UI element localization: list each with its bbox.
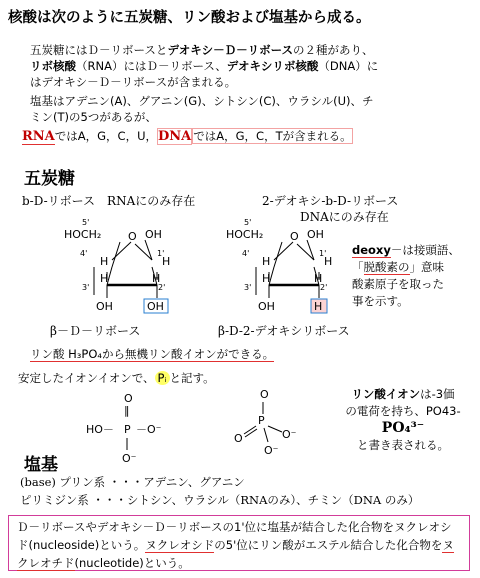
pos-5: 5'	[244, 218, 252, 227]
p-label: P	[258, 414, 265, 427]
h-label: H	[262, 255, 271, 268]
stable-text: と記す。	[169, 371, 215, 385]
ring-oxygen: O	[290, 230, 299, 243]
intro-line-2	[30, 58, 378, 74]
intro-text: の２種があり、	[293, 43, 374, 57]
note-text: と書き表される。	[357, 438, 449, 452]
po4-formula: PO₄³⁻	[381, 420, 425, 436]
h-label: H	[324, 255, 333, 268]
h-label: H	[314, 272, 323, 285]
oh-label: OH	[258, 300, 275, 313]
deoxy-term: deoxy	[352, 243, 391, 257]
deoxy-meaning: 脱酸素の	[363, 260, 410, 274]
p-label: P	[124, 423, 131, 436]
note-text: －は接頭語、	[390, 243, 460, 257]
nucleoside-term: ヌクレオシド	[145, 538, 215, 552]
rna-term: リボ核酸	[30, 59, 76, 73]
deoxyribose-title: 2-デオキシ-b-D-リボース	[262, 194, 399, 208]
deoxyribose-term: デオキシ－Ｄ－リボース	[167, 43, 294, 57]
base-heading: 塩基	[24, 455, 58, 475]
ho-label: HO－	[86, 423, 114, 436]
phosphate-line	[30, 346, 274, 362]
h-2-boxed: H	[314, 300, 323, 313]
pos-4: 4'	[242, 249, 250, 258]
summary-text: クレオシド(nucleoside)という。	[17, 520, 452, 552]
summary-text: (nucleotide)という。	[74, 556, 190, 570]
stable-text: 安定したイオンイオンで、	[18, 371, 155, 385]
o-minus-bottom: O⁻	[122, 452, 137, 465]
ribose-title: b-D-リボース RNAにのみ存在	[22, 194, 196, 208]
phosphate-ion-note	[328, 386, 478, 454]
pos-3: 3'	[82, 283, 90, 292]
note-text: 」意味	[409, 260, 444, 274]
purine-line: (base) プリン系 ・・・アデニン、グアニン	[20, 475, 245, 489]
pi-symbol: Pᵢ	[155, 371, 170, 385]
pos-4: 4'	[80, 249, 88, 258]
note-text: 酸素原子を取った	[352, 277, 444, 291]
ring-oxygen: O	[128, 230, 137, 243]
pos-2: 2'	[158, 283, 166, 292]
note-text: 「	[352, 260, 364, 274]
phosphate-structure-1	[84, 392, 204, 472]
intro-line-6	[22, 128, 353, 145]
pos-2: 2'	[320, 283, 328, 292]
summary-text: ル結合した化合物を	[338, 538, 443, 552]
summary-text: の5'位にリン酸がエステ	[214, 538, 339, 552]
o-minus-bottom: O⁻	[264, 444, 279, 457]
double-bond: ‖	[124, 404, 130, 417]
oh-label: OH	[96, 300, 113, 313]
sugar-heading: 五炭糖	[24, 169, 75, 189]
summary-box	[8, 515, 470, 571]
summary-text: Ｄ－リボースやデオキシ－Ｄ－リボースの1'位に塩基が結合した化合物をヌ	[17, 520, 406, 534]
intro-line-1	[30, 42, 374, 58]
oh-label: OH	[307, 228, 324, 241]
deoxy-note	[352, 242, 460, 310]
note-text: 事を示す。	[352, 294, 409, 308]
o-label: O	[234, 432, 243, 445]
h-label: H	[100, 272, 109, 285]
h-label: H	[162, 255, 171, 268]
intro-line-4: 塩基はアデニン(A)、グアニン(G)、シトシン(C)、ウラシル(U)、チ	[30, 94, 374, 108]
hoch2-label: HOCH₂	[64, 228, 102, 241]
o-minus-right: O⁻	[282, 428, 297, 441]
ribose-name: β－Ｄ－リボース	[50, 324, 141, 338]
note-text: の電荷を持ち、PO43-	[345, 404, 461, 418]
o-label: O	[124, 392, 133, 405]
ribose-structure	[60, 220, 230, 320]
rna-label: RNA	[22, 129, 55, 144]
oh-label: OH	[145, 228, 162, 241]
page-title: 核酸は次のように五炭糖、リン酸および塩基から成る。	[8, 10, 371, 26]
intro-text: （RNA）にはＤ－リボース、	[76, 59, 227, 73]
dna-term: デオキシリボ核酸	[226, 59, 319, 73]
rna-bases: ではA，G，C，U，	[54, 129, 158, 143]
pos-1: 1'	[157, 249, 165, 258]
deoxyribose-name: β-D-2-デオキシリボース	[218, 324, 350, 338]
h-label: H	[262, 272, 271, 285]
nucleotide-term: ヌクレオチド	[17, 538, 454, 570]
h-label: H	[100, 255, 109, 268]
oh-2-boxed: OH	[147, 300, 164, 313]
phosphate-structure-2	[228, 388, 338, 468]
intro-text: 五炭糖にはＤ－リボースと	[30, 43, 168, 57]
dna-label: DNA	[158, 129, 192, 144]
o-label: O	[260, 388, 269, 401]
h-label: H	[152, 272, 161, 285]
pyrimidine-line: ピリミジン系 ・・・シトシン、ウラシル（RNAのみ）、チミン（DNA のみ）	[20, 493, 420, 507]
phosphate-text: リン酸 H₃PO₄から無機リン酸イオンができる。	[30, 347, 275, 361]
intro-line-5: ミン(T)の5つがあるが、	[30, 110, 157, 124]
pos-5: 5'	[82, 218, 90, 227]
o-minus-label: －O⁻	[136, 423, 162, 436]
dna-bases: ではA，G，C，Tが含まれる。	[193, 129, 352, 143]
note-text: は-3価	[420, 387, 455, 401]
pos-3: 3'	[244, 283, 252, 292]
pos-1: 1'	[319, 249, 327, 258]
stable-ion-line	[18, 370, 215, 386]
phosphate-ion-term: リン酸イオン	[351, 387, 421, 401]
intro-line-3: はデオキシ－Ｄ－リボースが含まれる。	[30, 75, 237, 89]
intro-text: （DNA）に	[318, 59, 379, 73]
deoxyribose-subtitle: DNAにのみ存在	[300, 210, 389, 224]
hoch2-label: HOCH₂	[226, 228, 264, 241]
